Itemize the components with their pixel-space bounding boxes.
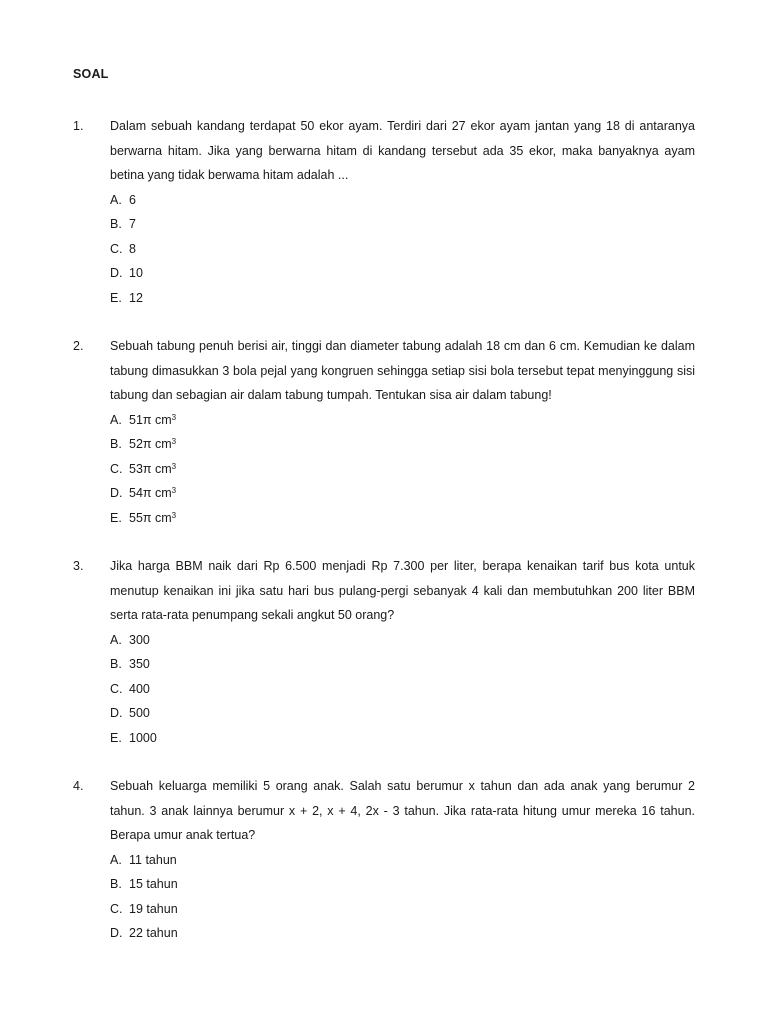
question-text: Sebuah tabung penuh berisi air, tinggi dan diameter tabung adalah 18 cm dan 6 cm. Kemudian ke dalam tabung dimasukkan 3 bola pejal yang kongruen sehingga setiap sisi bola tersebut tepat menyinggung sisi tabung dan sebagian air dalam tabung tumpah. Tentukan sisa air dalam tabung! bbox=[110, 339, 695, 402]
option-text: 52π cm bbox=[129, 437, 172, 451]
option-d bbox=[110, 481, 176, 506]
option-text: 15 tahun bbox=[129, 877, 178, 891]
option-text: 55π cm bbox=[129, 510, 172, 525]
option-text: 300 bbox=[129, 632, 150, 647]
option-letter: E. bbox=[110, 290, 122, 305]
option-letter: E. bbox=[110, 730, 122, 745]
option-a bbox=[110, 188, 143, 213]
option-text: 1000 bbox=[129, 730, 157, 745]
option-text: 350 bbox=[129, 657, 150, 671]
option-text: 11 tahun bbox=[129, 852, 177, 867]
option-letter: D. bbox=[110, 926, 123, 940]
option-superscript: 3 bbox=[171, 437, 177, 446]
question-number: 4. bbox=[73, 779, 84, 793]
question-number: 3. bbox=[73, 559, 84, 573]
option-b bbox=[110, 212, 143, 237]
option-letter: C. bbox=[110, 461, 123, 476]
option-superscript: 3 bbox=[171, 412, 177, 422]
question-number: 2. bbox=[73, 339, 84, 353]
option-letter: C. bbox=[110, 241, 123, 256]
option-c bbox=[110, 677, 157, 702]
option-a bbox=[110, 628, 157, 653]
option-text: 12 bbox=[129, 290, 143, 305]
option-e bbox=[110, 286, 143, 311]
option-letter: C. bbox=[110, 901, 123, 916]
option-letter: D. bbox=[110, 266, 123, 280]
document-title: SOAL bbox=[73, 67, 109, 81]
option-d bbox=[110, 261, 143, 286]
option-text: 6 bbox=[129, 192, 136, 207]
option-a bbox=[110, 848, 178, 873]
answer-options bbox=[110, 408, 176, 531]
option-text: 22 tahun bbox=[129, 926, 178, 940]
option-letter: D. bbox=[110, 706, 123, 720]
option-letter: B. bbox=[110, 657, 122, 671]
option-superscript: 3 bbox=[171, 486, 177, 495]
answer-options bbox=[110, 848, 178, 946]
option-e bbox=[110, 726, 157, 751]
option-text: 53π cm bbox=[129, 461, 172, 476]
question-number: 1. bbox=[73, 119, 84, 133]
option-letter: A. bbox=[110, 632, 122, 647]
question-text: Jika harga BBM naik dari Rp 6.500 menjadi Rp 7.300 per liter, berapa kenaikan tarif bus kota untuk menutup kenaikan ini jika satu hari bus pulang-pergi sebanyak 4 kali dan membutuhkan 200 liter BBM serta rata-rata penumpang sekali angkut 50 orang? bbox=[110, 559, 695, 622]
option-letter: A. bbox=[110, 192, 122, 207]
option-text: 7 bbox=[129, 217, 136, 231]
option-e bbox=[110, 506, 176, 531]
option-c bbox=[110, 457, 176, 482]
question-text: Dalam sebuah kandang terdapat 50 ekor ayam. Terdiri dari 27 ekor ayam jantan yang 18 di antaranya berwarna hitam. Jika yang berwarna hitam di kandang tersebut ada 35 ekor, maka banyaknya ayam betina yang tidak berwama hitam adalah ... bbox=[110, 119, 695, 182]
option-b bbox=[110, 652, 157, 677]
option-letter: A. bbox=[110, 412, 122, 427]
option-b bbox=[110, 872, 178, 897]
option-c bbox=[110, 237, 143, 262]
option-text: 19 tahun bbox=[129, 901, 178, 916]
option-d bbox=[110, 921, 178, 946]
option-text: 51π cm bbox=[129, 412, 172, 427]
option-text: 500 bbox=[129, 706, 150, 720]
option-letter: E. bbox=[110, 510, 122, 525]
answer-options bbox=[110, 628, 157, 751]
option-letter: A. bbox=[110, 852, 122, 867]
answer-options bbox=[110, 188, 143, 311]
option-superscript: 3 bbox=[171, 461, 177, 471]
option-a bbox=[110, 408, 176, 433]
option-letter: B. bbox=[110, 217, 122, 231]
option-text: 8 bbox=[129, 241, 136, 256]
option-d bbox=[110, 701, 157, 726]
option-superscript: 3 bbox=[171, 510, 177, 520]
question-text: Sebuah keluarga memiliki 5 orang anak. Salah satu berumur x tahun dan ada anak yang berumur 2 tahun. 3 anak lainnya berumur x + 2, x + 4, 2x - 3 tahun. Jika rata-rata hitung umur mereka 16 tahun. Berapa umur anak tertua? bbox=[110, 779, 695, 842]
option-letter: C. bbox=[110, 681, 123, 696]
option-c bbox=[110, 897, 178, 922]
option-letter: D. bbox=[110, 486, 123, 500]
option-text: 400 bbox=[129, 681, 150, 696]
option-letter: B. bbox=[110, 877, 122, 891]
option-text: 54π cm bbox=[129, 486, 172, 500]
option-text: 10 bbox=[129, 266, 143, 280]
option-b bbox=[110, 432, 176, 457]
option-letter: B. bbox=[110, 437, 122, 451]
